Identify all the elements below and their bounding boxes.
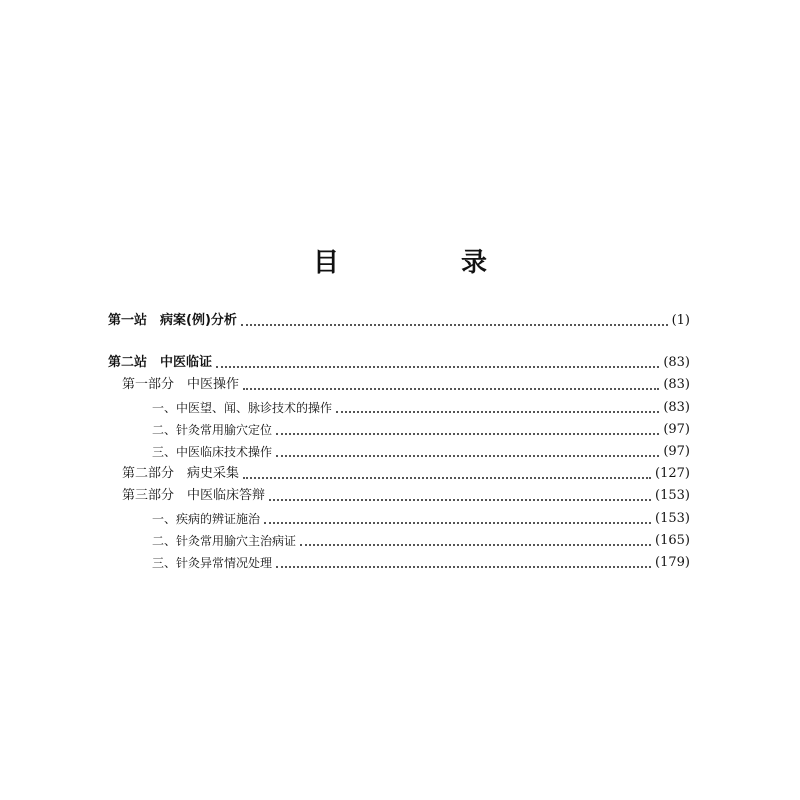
toc-entry-page-number: (97) xyxy=(663,444,690,459)
toc-entry-label: 三、中医临床技术操作 xyxy=(152,445,273,459)
toc-entry-page-number: (1) xyxy=(671,313,690,328)
toc-entry-part-1-item-1[interactable] xyxy=(152,398,690,418)
toc-entry-label: 三、针灸异常情况处理 xyxy=(152,556,273,570)
leader-dots xyxy=(336,409,659,413)
toc-entry-station-1[interactable] xyxy=(108,311,690,331)
toc-entry-page-number: (165) xyxy=(655,533,690,548)
leader-dots xyxy=(216,364,659,368)
toc-entry-part-3-item-3[interactable] xyxy=(152,553,690,573)
toc-entry-part-3-item-1[interactable] xyxy=(152,509,690,529)
toc-entry-label: 第三部分 中医临床答辩 xyxy=(122,488,266,503)
page-title: 目 录 xyxy=(312,248,535,278)
toc-entry-label: 二、针灸常用腧穴定位 xyxy=(152,423,273,437)
toc-entry-part-1-item-3[interactable] xyxy=(152,442,690,462)
leader-dots xyxy=(243,475,651,479)
leader-dots xyxy=(264,520,651,524)
toc-entry-page-number: (179) xyxy=(655,555,690,570)
leader-dots xyxy=(269,497,651,501)
leader-dots xyxy=(276,564,651,568)
toc-entry-page-number: (83) xyxy=(663,355,690,370)
toc-entry-page-number: (83) xyxy=(663,400,690,415)
toc-entry-label: 一、中医望、闻、脉诊技术的操作 xyxy=(152,401,333,415)
toc-entry-part-1[interactable] xyxy=(122,375,690,395)
toc-entry-label: 第一部分 中医操作 xyxy=(122,377,240,392)
leader-dots xyxy=(300,542,651,546)
toc-entry-page-number: (153) xyxy=(655,511,690,526)
leader-dots xyxy=(276,431,659,435)
toc-entry-label: 一、疾病的辨证施治 xyxy=(152,512,261,526)
toc-entry-label: 第二部分 病史采集 xyxy=(122,466,240,481)
toc-entry-part-1-item-2[interactable] xyxy=(152,420,690,440)
toc-entry-page-number: (127) xyxy=(655,466,690,481)
leader-dots xyxy=(241,322,668,326)
toc-entry-part-3[interactable] xyxy=(122,486,690,506)
toc-entry-label: 第一站 病案(例)分析 xyxy=(108,313,237,328)
toc-entry-page-number: (83) xyxy=(663,377,690,392)
toc-entry-page-number: (97) xyxy=(663,422,690,437)
toc-entry-label: 二、针灸常用腧穴主治病证 xyxy=(152,534,297,548)
toc-entry-label: 第二站 中医临证 xyxy=(108,355,213,370)
toc-entry-part-2[interactable] xyxy=(122,464,690,484)
leader-dots xyxy=(243,386,659,390)
toc-entry-part-3-item-2[interactable] xyxy=(152,531,690,551)
leader-dots xyxy=(276,453,659,457)
toc-entry-page-number: (153) xyxy=(655,488,690,503)
toc-entry-station-2[interactable] xyxy=(108,353,690,373)
